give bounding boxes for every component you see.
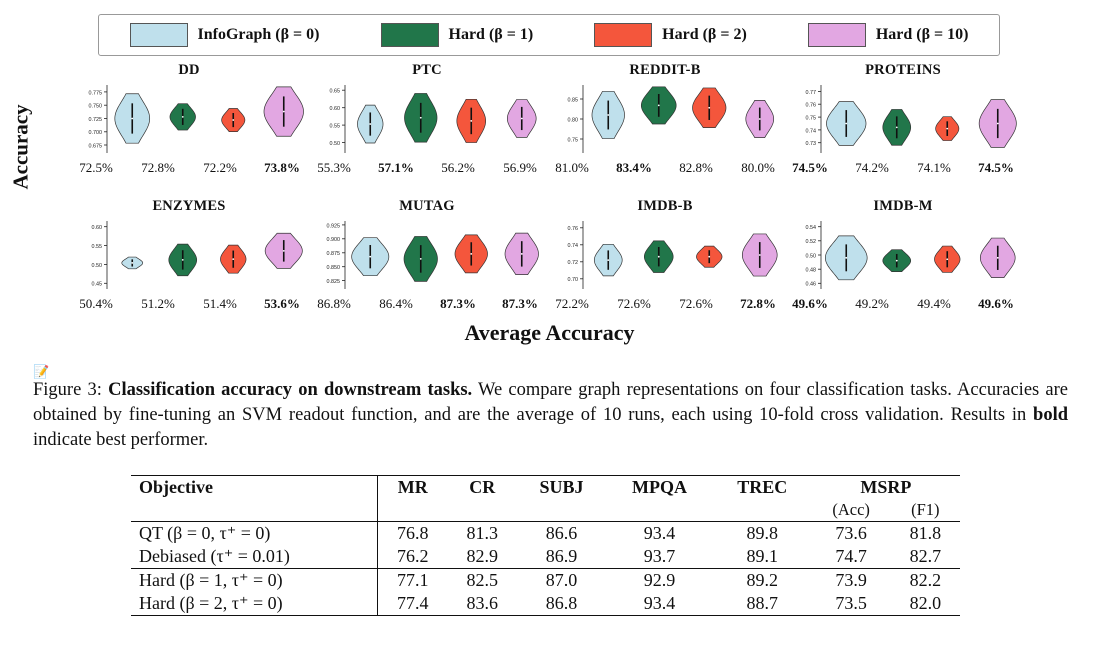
violin-panel xyxy=(541,198,789,322)
table-cell: 87.0 xyxy=(517,569,606,593)
panel-value-row xyxy=(779,296,1027,312)
svg-text:0.60: 0.60 xyxy=(329,106,340,113)
legend-swatch-hard10 xyxy=(808,23,866,47)
results-table-head xyxy=(131,476,960,522)
caption-body: We compare graph representations on four classification tasks. Accuracies are obtained by fine-tuning an SVM readout function, and are the average of 10 runs, each using 10-fold cross validation. Results in xyxy=(33,380,1068,425)
chart-legend xyxy=(98,14,1000,56)
panel-plot xyxy=(303,79,551,159)
table-row xyxy=(131,545,960,569)
table-cell: 92.9 xyxy=(606,569,713,593)
panel-value-row xyxy=(65,160,313,176)
svg-text:0.50: 0.50 xyxy=(91,262,102,269)
panel-value: 72.2% xyxy=(555,296,589,311)
svg-text:0.80: 0.80 xyxy=(567,117,578,124)
svg-text:0.72: 0.72 xyxy=(567,260,578,267)
subhead-blank xyxy=(378,499,448,522)
legend-label-infograph: InfoGraph (β = 0) xyxy=(197,26,320,43)
caption-body-end: indicate best performer. xyxy=(33,430,209,450)
table-cell: 93.4 xyxy=(606,592,713,616)
col-mr: MR xyxy=(378,476,448,500)
svg-text:0.700: 0.700 xyxy=(88,130,102,137)
subhead-blank xyxy=(517,499,606,522)
panel-value: 72.6% xyxy=(617,296,651,311)
panel-value: 80.0% xyxy=(741,160,775,175)
col-mpqa: MPQA xyxy=(606,476,713,500)
table-header-row xyxy=(131,476,960,500)
svg-text:0.65: 0.65 xyxy=(329,88,340,95)
svg-text:0.75: 0.75 xyxy=(805,115,816,122)
svg-text:0.52: 0.52 xyxy=(805,239,816,246)
svg-text:0.54: 0.54 xyxy=(805,225,816,232)
panel-value: 49.4% xyxy=(917,296,951,311)
cell-objective: QT (β = 0, τ⁺ = 0) xyxy=(131,522,378,546)
panel-value: 56.9% xyxy=(503,160,537,175)
table-cell: 93.4 xyxy=(643,523,676,543)
violin-panel xyxy=(303,62,551,186)
table-cell: 73.6 xyxy=(835,523,867,543)
panel-value: 55.3% xyxy=(317,160,351,175)
panel-title: IMDB-B xyxy=(637,198,693,214)
panel-value: 53.6% xyxy=(264,296,300,311)
table-row xyxy=(131,522,960,546)
panel-value: 72.8% xyxy=(141,160,175,175)
svg-text:0.925: 0.925 xyxy=(326,223,340,230)
panel-value-row xyxy=(65,296,313,312)
panel-value: 87.3% xyxy=(440,296,476,311)
col-cr: CR xyxy=(448,476,517,500)
svg-text:0.77: 0.77 xyxy=(805,89,816,96)
col-subj: SUBJ xyxy=(517,476,606,500)
col-trec: TREC xyxy=(713,476,812,500)
sticky-note-icon: 📝 xyxy=(33,364,50,379)
panel-plot xyxy=(65,79,313,159)
table-row xyxy=(131,569,960,593)
table-cell: 82.9 xyxy=(466,546,498,566)
table-cell: 93.7 xyxy=(643,546,676,566)
figure-caption xyxy=(33,378,1068,453)
caption-bold-word: bold xyxy=(1033,405,1068,425)
panel-value: 82.8% xyxy=(679,160,713,175)
panel-value: 83.4% xyxy=(616,160,652,175)
caption-label: Figure 3: xyxy=(33,380,102,400)
panel-value: 74.1% xyxy=(917,160,951,175)
table-cell: 83.6 xyxy=(448,592,517,616)
legend-swatch-hard1 xyxy=(381,23,439,47)
results-table xyxy=(131,475,960,616)
panel-value-row xyxy=(541,296,789,312)
panel-value: 87.3% xyxy=(502,296,538,311)
panel-value-row xyxy=(779,160,1027,176)
legend-item xyxy=(381,23,534,47)
legend-item xyxy=(594,23,747,47)
panel-title: MUTAG xyxy=(399,198,455,214)
legend-label-hard1: Hard (β = 1) xyxy=(448,26,534,43)
violin-panel xyxy=(541,62,789,186)
svg-text:0.750: 0.750 xyxy=(88,103,102,110)
violin-panel xyxy=(779,198,1027,322)
svg-text:0.900: 0.900 xyxy=(326,237,340,244)
svg-text:0.45: 0.45 xyxy=(91,281,102,288)
table-cell: 82.5 xyxy=(448,569,517,593)
panel-value-row xyxy=(303,296,551,312)
svg-text:0.55: 0.55 xyxy=(91,244,102,250)
legend-label-hard2: Hard (β = 2) xyxy=(662,26,747,43)
x-axis-label: Average Accuracy xyxy=(464,320,635,345)
panel-value: 72.5% xyxy=(79,160,113,175)
subhead-msrp-f1: (F1) xyxy=(891,499,960,522)
svg-text:0.775: 0.775 xyxy=(88,90,102,97)
caption-bold-title: Classification accuracy on downstream tasks. xyxy=(108,380,473,400)
table-cell: 76.8 xyxy=(397,523,429,543)
table-cell: 77.1 xyxy=(378,569,448,593)
svg-text:0.74: 0.74 xyxy=(567,243,578,250)
panel-value: 86.8% xyxy=(317,296,351,311)
table-cell: 81.3 xyxy=(466,523,498,543)
panel-value: 74.5% xyxy=(978,160,1014,175)
subhead-blank xyxy=(606,499,713,522)
svg-text:0.73: 0.73 xyxy=(805,141,816,148)
panel-title: PROTEINS xyxy=(865,62,941,78)
col-msrp: MSRP xyxy=(812,476,960,500)
panel-value: 74.2% xyxy=(855,160,889,175)
svg-text:0.50: 0.50 xyxy=(329,140,340,147)
panel-title: PTC xyxy=(412,62,442,78)
legend-swatch-infograph xyxy=(130,23,188,47)
panel-value: 49.6% xyxy=(792,296,828,311)
panel-value-row xyxy=(303,160,551,176)
svg-text:0.76: 0.76 xyxy=(567,226,578,233)
panel-title: IMDB-M xyxy=(873,198,933,214)
panel-value: 72.6% xyxy=(679,296,713,311)
violin-panel xyxy=(65,62,313,186)
svg-text:0.46: 0.46 xyxy=(805,281,816,288)
table-cell: 74.7 xyxy=(835,546,867,566)
y-axis-label: Accuracy xyxy=(8,104,33,190)
table-cell: 81.8 xyxy=(909,523,942,543)
panel-value: 74.5% xyxy=(792,160,828,175)
subhead-blank xyxy=(713,499,812,522)
panel-value: 49.2% xyxy=(855,296,889,311)
table-cell: 82.7 xyxy=(909,546,942,566)
table-cell: 89.8 xyxy=(746,523,779,543)
panel-plot xyxy=(779,215,1027,295)
panel-title: REDDIT-B xyxy=(629,62,701,78)
svg-text:0.825: 0.825 xyxy=(326,279,340,285)
table-cell: 76.2 xyxy=(397,546,429,566)
legend-swatch-hard2 xyxy=(594,23,652,47)
panel-value: 72.2% xyxy=(203,160,237,175)
table-cell: 89.2 xyxy=(713,569,812,593)
svg-text:0.76: 0.76 xyxy=(805,102,816,109)
violin-panel xyxy=(65,198,313,322)
table-cell: 88.7 xyxy=(713,592,812,616)
panel-value: 57.1% xyxy=(378,160,414,175)
cell-objective: Hard (β = 1, τ⁺ = 0) xyxy=(131,569,378,593)
table-cell: 89.1 xyxy=(746,546,779,566)
panel-value: 49.6% xyxy=(978,296,1014,311)
subhead-msrp-acc: (Acc) xyxy=(812,499,891,522)
cell-objective: Debiased (τ⁺ = 0.01) xyxy=(131,545,378,569)
panel-title: DD xyxy=(178,62,200,78)
legend-label-hard10: Hard (β = 10) xyxy=(875,26,969,43)
svg-text:0.48: 0.48 xyxy=(805,267,816,274)
table-subheader-row xyxy=(131,499,960,522)
subhead-blank xyxy=(448,499,517,522)
table-cell: 82.2 xyxy=(891,569,960,593)
panel-value-row xyxy=(541,160,789,176)
svg-text:0.70: 0.70 xyxy=(567,277,578,284)
table-cell: 82.0 xyxy=(891,592,960,616)
violin-panel xyxy=(779,62,1027,186)
svg-text:0.55: 0.55 xyxy=(329,123,340,130)
violin-panel xyxy=(303,198,551,322)
svg-text:0.725: 0.725 xyxy=(88,116,102,123)
svg-text:0.74: 0.74 xyxy=(805,128,816,135)
subhead-blank xyxy=(131,499,378,522)
table-cell: 86.8 xyxy=(517,592,606,616)
panel-title: ENZYMES xyxy=(152,198,226,214)
results-table-body xyxy=(131,522,960,616)
table-cell: 86.9 xyxy=(545,546,578,566)
svg-text:0.75: 0.75 xyxy=(567,137,578,144)
svg-text:0.850: 0.850 xyxy=(326,265,340,272)
svg-text:0.85: 0.85 xyxy=(567,97,578,104)
table-cell: 73.5 xyxy=(812,592,891,616)
table-row xyxy=(131,592,960,616)
panel-value: 56.2% xyxy=(441,160,475,175)
panel-value: 50.4% xyxy=(79,296,113,311)
panel-value: 72.8% xyxy=(740,296,776,311)
svg-text:0.675: 0.675 xyxy=(88,143,102,150)
table-cell: 77.4 xyxy=(378,592,448,616)
cell-objective: Hard (β = 2, τ⁺ = 0) xyxy=(131,592,378,616)
table-cell: 86.6 xyxy=(545,523,578,543)
legend-item xyxy=(808,23,969,47)
panel-plot xyxy=(779,79,1027,159)
panel-value: 51.2% xyxy=(141,296,175,311)
panel-plot xyxy=(541,79,789,159)
panel-value: 81.0% xyxy=(555,160,589,175)
svg-text:0.875: 0.875 xyxy=(326,251,340,258)
panel-value: 51.4% xyxy=(203,296,237,311)
col-objective: Objective xyxy=(131,476,378,500)
results-table-wrap xyxy=(131,475,960,616)
panel-plot xyxy=(541,215,789,295)
panel-value: 86.4% xyxy=(379,296,413,311)
table-cell: 73.9 xyxy=(812,569,891,593)
panel-value: 73.8% xyxy=(264,160,300,175)
legend-item xyxy=(130,23,320,47)
violin-figure xyxy=(0,62,1099,362)
panel-plot xyxy=(65,215,313,295)
svg-text:0.60: 0.60 xyxy=(91,225,102,232)
svg-text:0.50: 0.50 xyxy=(805,253,816,260)
panel-plot xyxy=(303,215,551,295)
